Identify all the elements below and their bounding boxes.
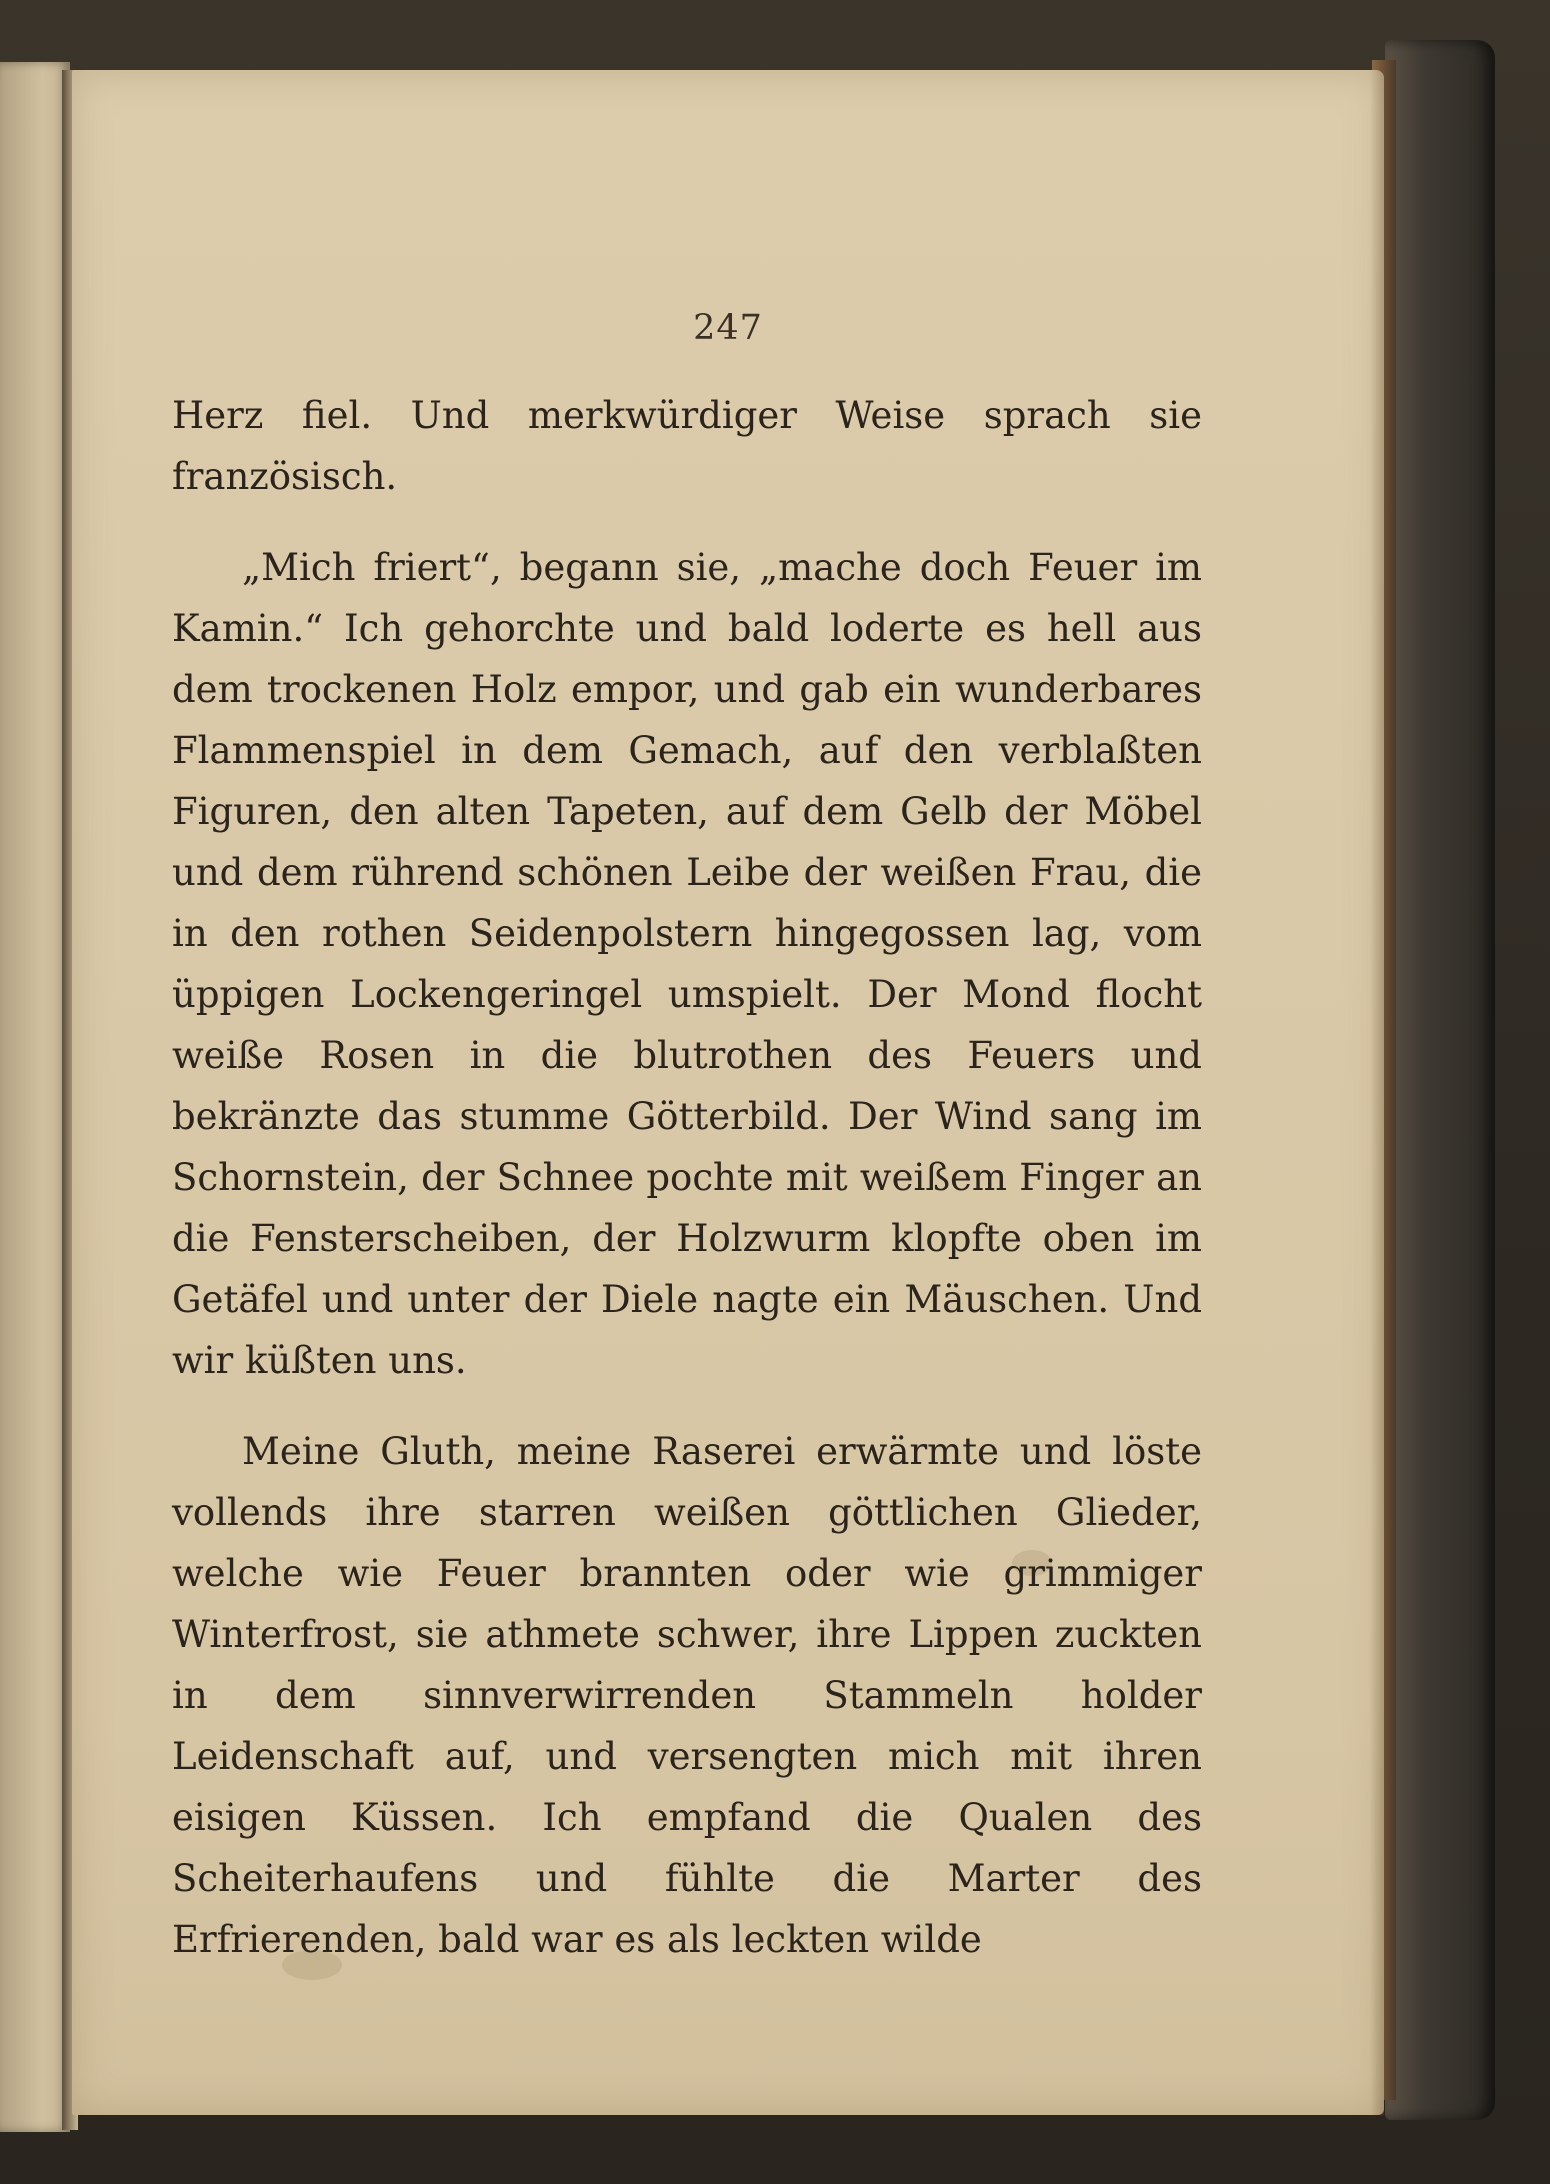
book-cover-right [1385,40,1495,2120]
page-fore-edge-shadow [1370,70,1384,2115]
paragraph: Meine Gluth, meine Raserei erwärmte und löste vollends ihre starren weißen göttlichen Glieder, welche wie Feuer brannten oder wie grimmiger Winterfrost, sie athmete schwer, ihre Lippen zuckten in dem sinnverwirrenden Stammeln holder Leidenschaft auf, und versengten mich mit ihren eisigen Küssen. Ich empfand die Qualen des Scheiterhaufens und fühlte die Marter des Erfrierenden, bald war es als leckten wilde [172,1430,1202,1961]
paragraph: „Mich friert“, begann sie, „mache doch Feuer im Kamin.“ Ich gehorchte und bald loderte es hell aus dem trockenen Holz empor, und gab ein wunderbares Flammenspiel in dem Gemach, auf den verblaßten Figuren, den alten Tapeten, auf dem Gelb der Möbel und dem rührend schönen Leibe der weißen Frau, die in den rothen Seidenpolstern hingegossen lag, vom üppigen Lockengeringel umspielt. Der Mond flocht weiße Rosen in die blutrothen des Feuers und bekränzte das stumme Götterbild. Der Wind sang im Schornstein, der Schnee pochte mit weißem Finger an die Fensterscheiben, der Holzwurm klopfte oben im Getäfel und unter der Diele nagte ein Mäuschen. Und wir küßten uns. [172,546,1202,1382]
paragraph: Herz fiel. Und merkwürdiger Weise sprach sie französisch. [172,394,1202,498]
body-text [172,385,1202,1970]
page-number: 247 [693,308,763,348]
facing-page-edge [0,62,70,2132]
